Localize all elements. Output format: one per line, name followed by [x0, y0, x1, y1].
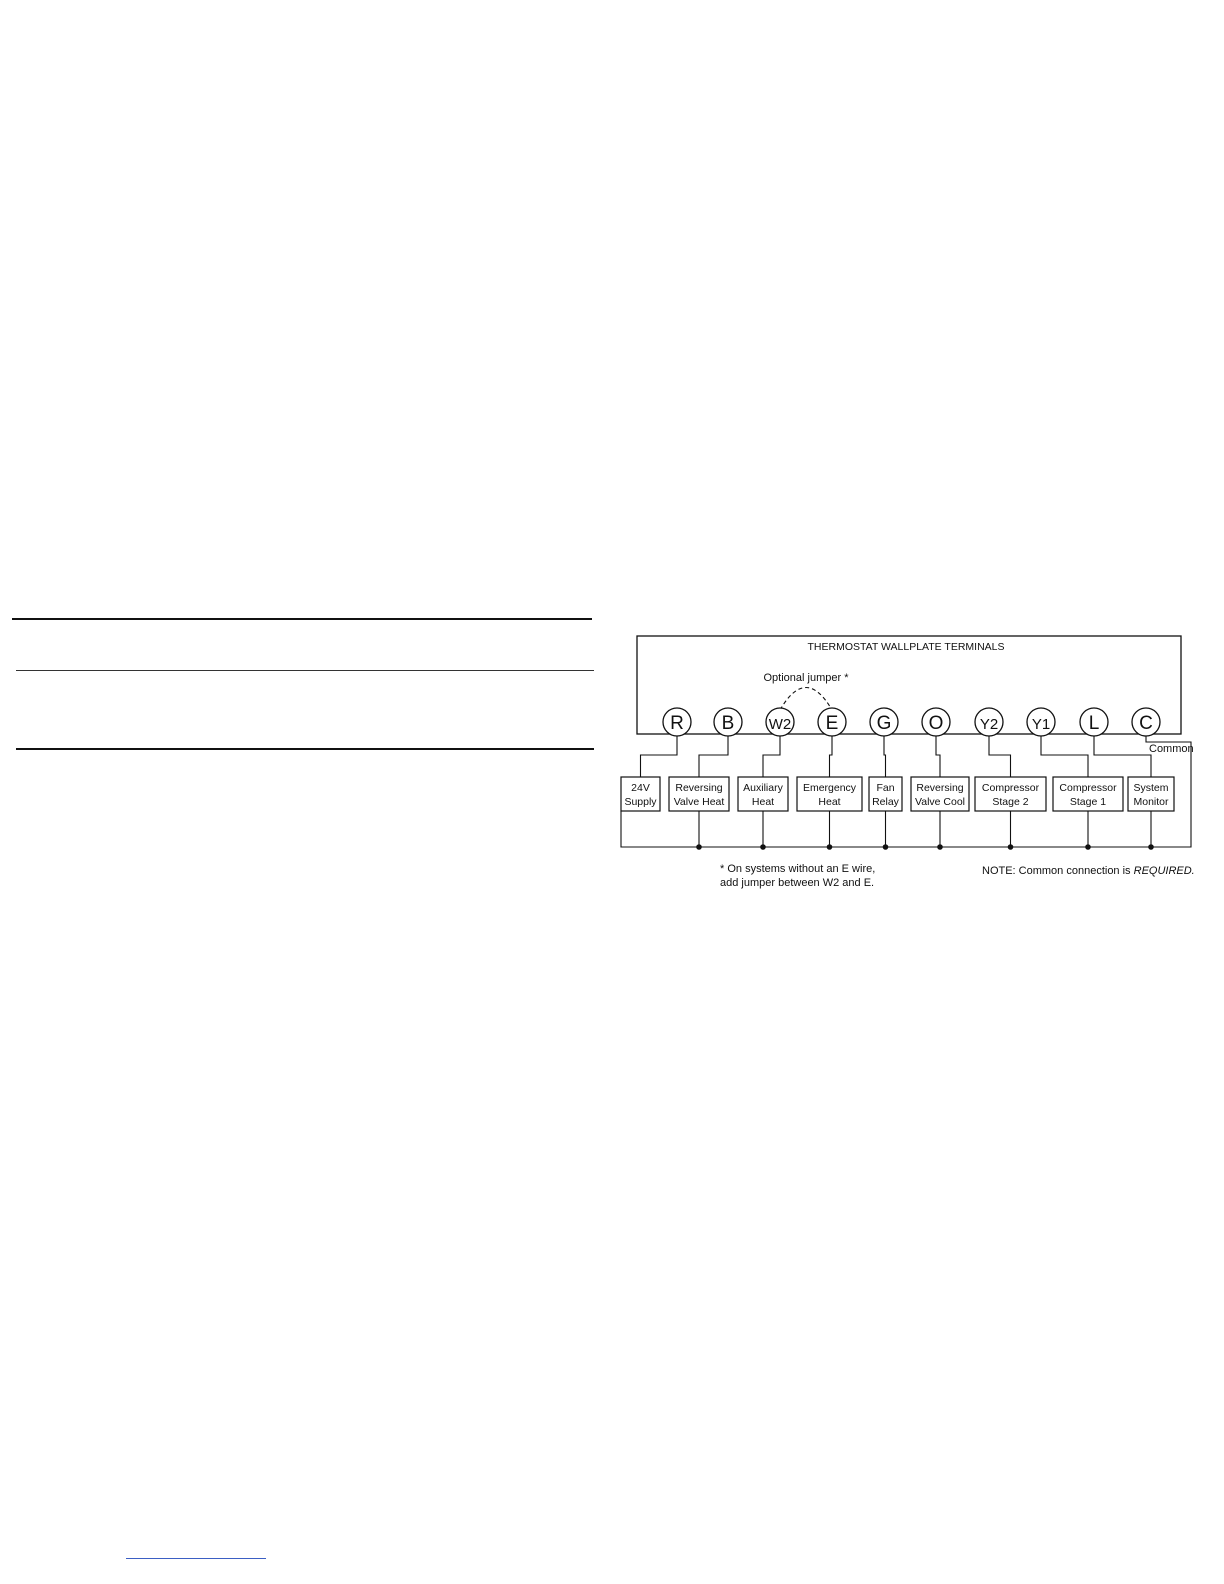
bus-junction-dot [883, 844, 889, 850]
wire-w2 [763, 736, 780, 777]
component-label-line-1: Reversing [916, 782, 964, 794]
component-box [911, 777, 969, 811]
bus-junction-dot [1148, 844, 1154, 850]
component-box [669, 777, 729, 811]
component-label-line-2: Relay [872, 796, 899, 808]
footnote-line-1: * On systems without an E wire, [720, 863, 876, 875]
optional-jumper-wire [780, 688, 832, 711]
component-label-line-2: Stage 1 [1069, 796, 1107, 808]
note-emphasis: REQUIRED. [1133, 865, 1195, 877]
component-label-line-1: 24V [631, 782, 650, 794]
terminal-c-label: C [1139, 713, 1153, 734]
component-label-line-1: Compressor [981, 782, 1040, 794]
component-label-line-1: Compressor [1059, 782, 1117, 794]
wire-l [1094, 736, 1151, 777]
terminal-o-label: O [928, 713, 944, 734]
bus-junction-dot [696, 844, 702, 850]
jumper-label: Optional jumper * [763, 672, 849, 684]
component-label-line-1: Reversing [675, 782, 723, 794]
component-label-line-2: Heat [818, 796, 841, 808]
component-label-line-2: Stage 2 [992, 796, 1029, 808]
component-label-line-2: Valve Heat [673, 796, 725, 808]
component-box [869, 777, 902, 811]
terminal-g-label: G [876, 713, 892, 734]
component-label-line-2: Valve Cool [915, 796, 965, 808]
terminal-y2-label: Y2 [979, 716, 999, 733]
component-label-line-1: System [1133, 782, 1169, 794]
bus-junction-dot [1008, 844, 1014, 850]
terminal-l-label: L [1088, 713, 1100, 734]
wire-e [830, 736, 833, 777]
component-label-line-2: Supply [624, 796, 657, 808]
bus-junction-dot [1085, 844, 1091, 850]
component-label-line-2: Heat [751, 796, 775, 808]
wire-y2 [989, 736, 1011, 777]
footnote-line-2: add jumper between W2 and E. [720, 877, 875, 889]
terminal-b-label: B [721, 713, 735, 734]
component-box [621, 777, 660, 811]
wire-b [699, 736, 728, 777]
terminal-w2-label: W2 [768, 716, 792, 733]
terminal-e-label: E [825, 713, 839, 734]
terminal-r-label: R [670, 713, 684, 734]
wire-o [936, 736, 940, 777]
component-box [1053, 777, 1123, 811]
common-bus-wire [621, 811, 1191, 847]
component-label-line-1: Auxiliary [743, 782, 783, 794]
component-box [975, 777, 1046, 811]
component-label-line-1: Fan [876, 782, 895, 794]
note-prefix: NOTE: Common connection is [982, 865, 1134, 877]
wallplate-title: THERMOSTAT WALLPLATE TERMINALS [807, 641, 1005, 653]
top-rule [12, 618, 592, 620]
component-label-line-1: Emergency [802, 782, 857, 794]
component-box [797, 777, 862, 811]
wire-y1 [1041, 736, 1088, 777]
thermostat-wiring-diagram [610, 625, 1210, 905]
common-label: Common [1149, 743, 1194, 755]
terminal-y1-label: Y1 [1031, 716, 1051, 733]
component-box [738, 777, 788, 811]
link-underline [126, 1558, 266, 1559]
component-box [1128, 777, 1174, 811]
note-text [982, 865, 1195, 877]
bus-junction-dot [760, 844, 766, 850]
bus-junction-dot [937, 844, 943, 850]
component-label-line-2: Monitor [1133, 796, 1169, 808]
bus-junction-dot [827, 844, 833, 850]
bottom-rule [16, 748, 594, 750]
middle-rule [16, 670, 594, 671]
wire-g [884, 736, 886, 777]
wire-r [641, 736, 678, 777]
